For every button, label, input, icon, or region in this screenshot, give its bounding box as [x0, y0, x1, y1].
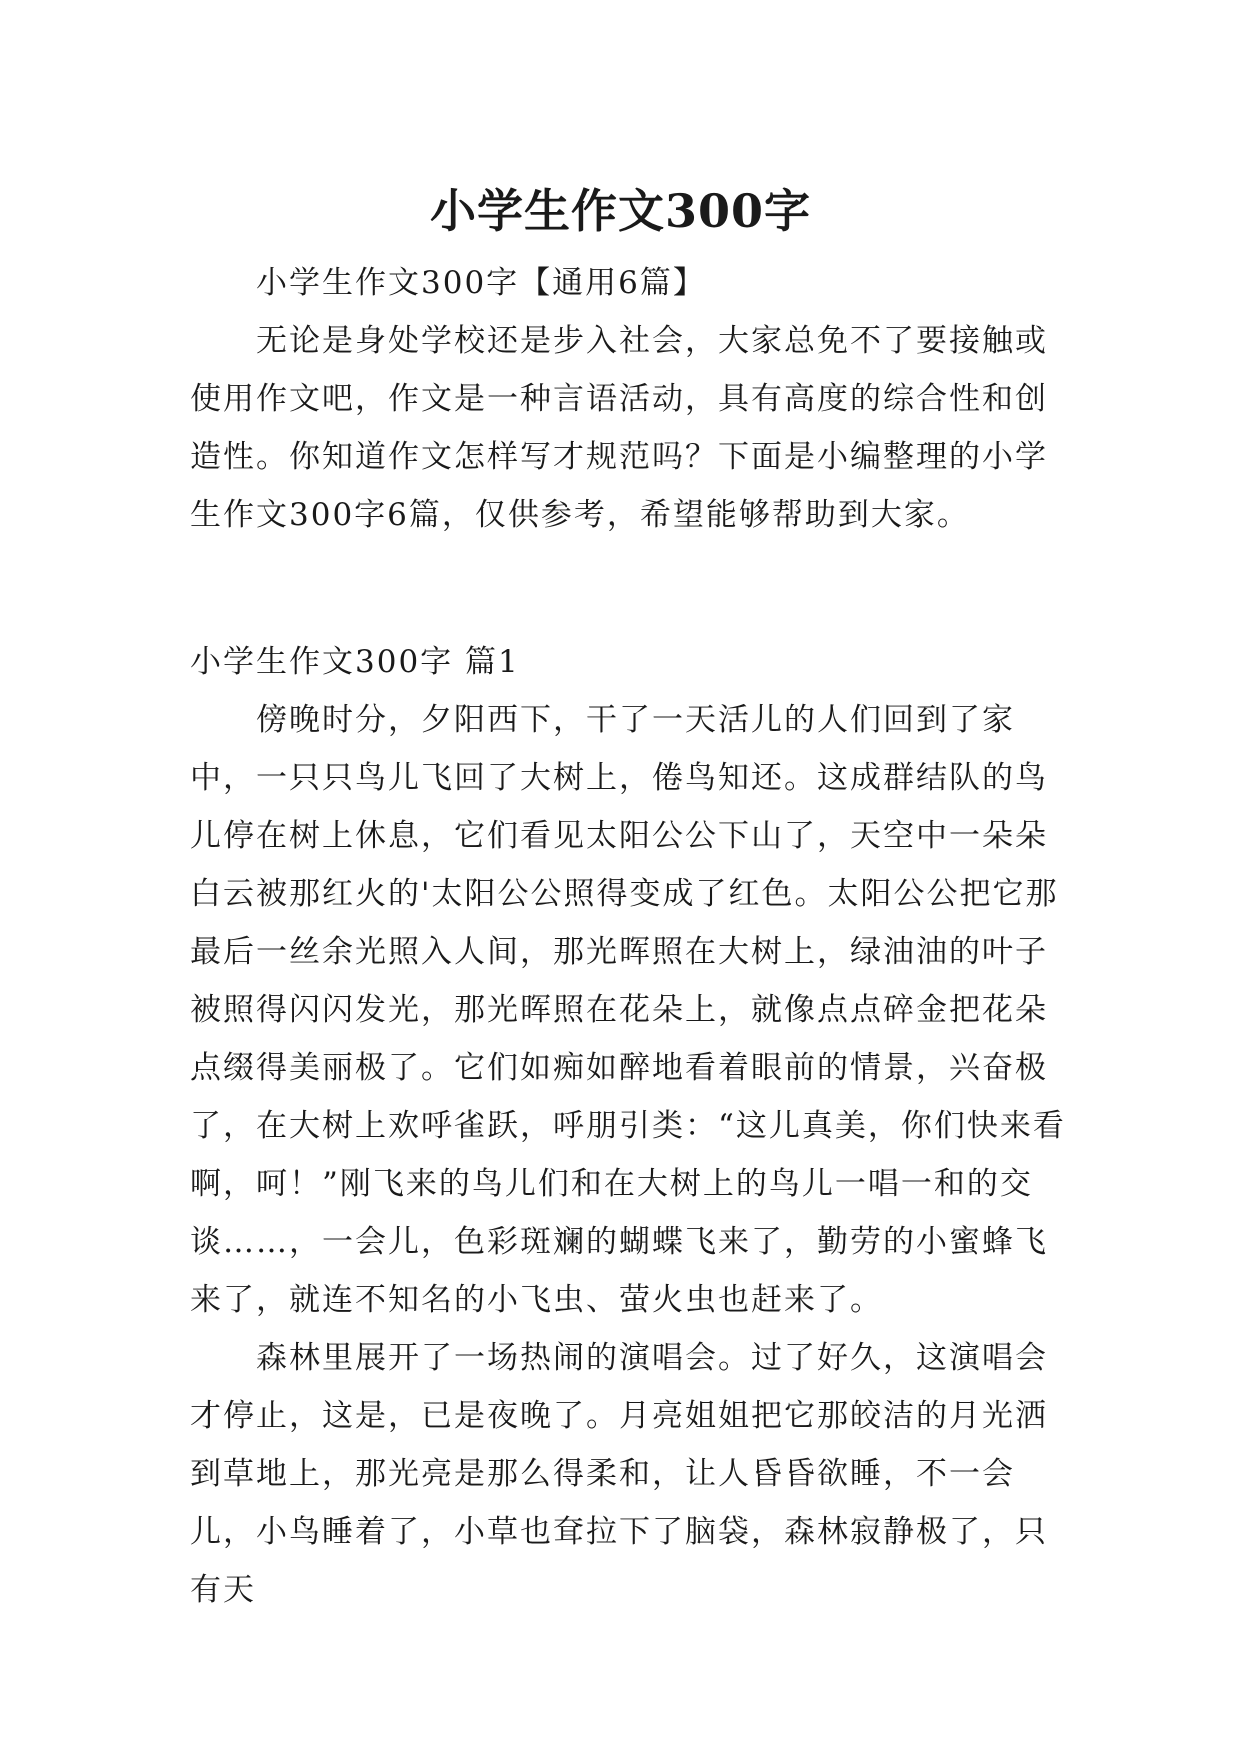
section-paragraph: 傍晚时分，夕阳西下，干了一天活儿的人们回到了家中，一只只鸟儿飞回了大树上，倦鸟知还。这成群结队的鸟儿停在树上休息，它们看见太阳公公下山了，天空中一朵朵白云被那红火的'太阳公公照得变成了红色。太阳公公把它那最后一丝余光照入人间，那光晖照在大树上，绿油油的叶子被照得闪闪发光，那光晖照在花朵上，就像点点碎金把花朵点缀得美丽极了。它们如痴如醉地看着眼前的情景，兴奋极了，在大树上欢呼雀跃，呼朋引类：“这儿真美，你们快来看啊，呵！”刚飞来的鸟儿们和在大树上的鸟儿一唱一和的交谈……，一会儿，色彩斑斓的蝴蝶飞来了，勤劳的小蜜蜂飞来了，就连不知名的小飞虫、萤火虫也赶来了。 — [190, 702, 1066, 1318]
essay-section-1 — [190, 633, 1070, 1619]
section-paragraph: 森林里展开了一场热闹的演唱会。过了好久，这演唱会才停止，这是，已是夜晚了。月亮姐姐把它那皎洁的月光洒到草地上，那光亮是那么得柔和，让人昏昏欲睡，不一会儿，小鸟睡着了，小草也耷拉下了脑袋，森林寂静极了，只有天 — [190, 1340, 1048, 1608]
intro-block — [190, 254, 1070, 544]
document-subtitle: 小学生作文300字【通用6篇】 — [256, 265, 706, 301]
section-heading: 小学生作文300字 篇1 — [190, 644, 520, 680]
document-title: 小学生作文300字 — [429, 183, 812, 238]
intro-paragraph: 无论是身处学校还是步入社会，大家总免不了要接触或使用作文吧，作文是一种言语活动，具有高度的综合性和创造性。你知道作文怎样写才规范吗？下面是小编整理的小学生作文300字6篇，仅供参考，希望能够帮助到大家。 — [190, 323, 1048, 533]
